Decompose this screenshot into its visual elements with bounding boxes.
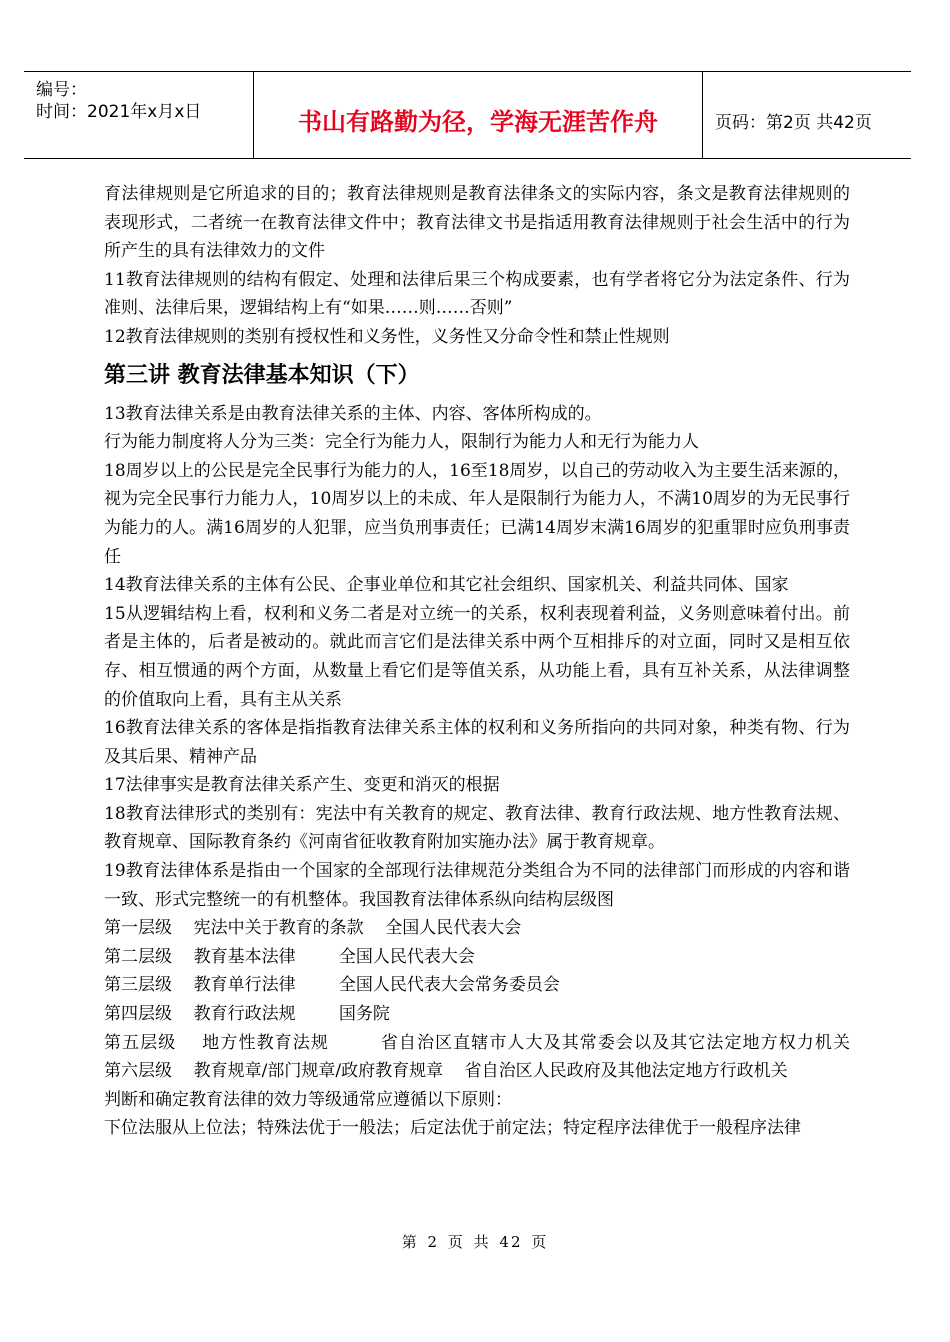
footer-di: 第 [401,1233,419,1251]
section-heading: 第三讲 教育法律基本知识（下） [104,362,420,388]
header-page-cell [703,72,911,158]
footer-gong: 共 [473,1233,491,1251]
footer-page-number: 2 [427,1233,440,1251]
paragraph: 16教育法律关系的客体是指指教育法律关系主体的权利和义务所指向的共同对象，种类有物、行为及其后果、精神产品 [104,718,850,767]
header-motto: 书山有路勤为径，学海无涯苦作舟 [298,108,658,136]
paragraph: 13教育法律关系是由教育法律关系的主体、内容、客体所构成的。 [104,403,602,424]
paragraph: 育法律规则是它所追求的目的；教育法律规则是教育法律条文的实际内容，条文是教育法律规则的表现形式，二者统一在教育法律文件中；教育法律文书是指适用教育法律规则于社会生活中的行为所产生的具有法律效力的文件 [104,184,850,262]
paragraph: 行为能力制度将人分为三类：完全行为能力人，限制行为能力人和无行为能力人 [104,432,699,453]
page-header [24,71,911,159]
paragraph: 判断和确定教育法律的效力等级通常应遵循以下原则： [104,1089,512,1110]
page-footer [0,1231,950,1252]
hierarchy-level-5-6: 第五层级 地方性教育法规 省自治区直辖市人大及其常委会以及其它法定地方权力机关 第六层级 教育规章/部门规章/政府教育规章 省自治区人民政府及其他法定地方行政机关 [104,1032,926,1082]
paragraph: 18教育法律形式的类别有：宪法中有关教育的规定、教育法律、教育行政法规、地方性教育法规、教育规章、国际教育条约《河南省征收教育附加实施办法》属于教育规章。 [104,803,850,853]
header-page-info: 页码：第2页 共42页 [715,113,872,133]
paragraph: 17法律事实是教育法律关系产生、变更和消灭的根据 [104,775,500,796]
hierarchy-level-1: 第一层级 宪法中关于教育的条款 全国人民代表大会 [104,918,522,939]
paragraph: 15从逻辑结构上看，权利和义务二者是对立统一的关系，权利表现着利益，义务则意味着付出。前者是主体的，后者是被动的。就此而言它们是法律关系中两个互相排斥的对立面，同时又是相互依存、相互惯通的两个方面，从数量上看它们是等值关系，从功能上看，具有互补关系，从法律调整的价值取向上看，具有主从关系 [104,603,850,710]
hierarchy-level-2: 第二层级 教育基本法律 全国人民代表大会 [104,946,475,967]
paragraph: 19教育法律体系是指由一个国家的全部现行法律规范分类组合为不同的法律部门而形成的内容和谐一致、形式完整统一的有机整体。我国教育法律体系纵向结构层级图 [104,861,850,910]
document-number-label: 编号： [36,80,87,100]
document-time-label: 时间：2021年x月x日 [36,102,202,122]
footer-ye: 页 [531,1233,549,1251]
paragraph: 14教育法律关系的主体有公民、企事业单位和其它社会组织、国家机关、利益共同体、国家 [104,575,789,596]
hierarchy-level-3: 第三层级 教育单行法律 全国人民代表大会常务委员会 [104,975,560,996]
paragraph: 18周岁以上的公民是完全民事行为能力的人，16至18周岁，以自己的劳动收入为主要生活来源的，视为完全民事行力能力人，10周岁以上的未成、年人是限制行为能力人，不满10周岁的为无民事行为能力的人。满16周岁的人犯罪，应当负刑事责任；已满14周岁末满16周岁的犯重罪时应负刑事责任 [104,460,850,567]
paragraph: 下位法服从上位法；特殊法优于一般法；后定法优于前定法；特定程序法律优于一般程序法律 [104,1118,801,1139]
paragraph: 11教育法律规则的结构有假定、处理和法律后果三个构成要素，也有学者将它分为法定条件、行为准则、法律后果，逻辑结构上有“如果……则……否则” [104,269,850,319]
header-motto-cell [254,72,703,158]
footer-ye: 页 [447,1233,465,1251]
document-body [104,180,926,1143]
paragraph: 12教育法律规则的类别有授权性和义务性，义务性又分命令性和禁止性规则 [104,326,670,347]
footer-total-pages: 42 [499,1233,523,1251]
hierarchy-level-4: 第四层级 教育行政法规 国务院 [104,1004,390,1025]
header-left-cell [24,72,254,158]
